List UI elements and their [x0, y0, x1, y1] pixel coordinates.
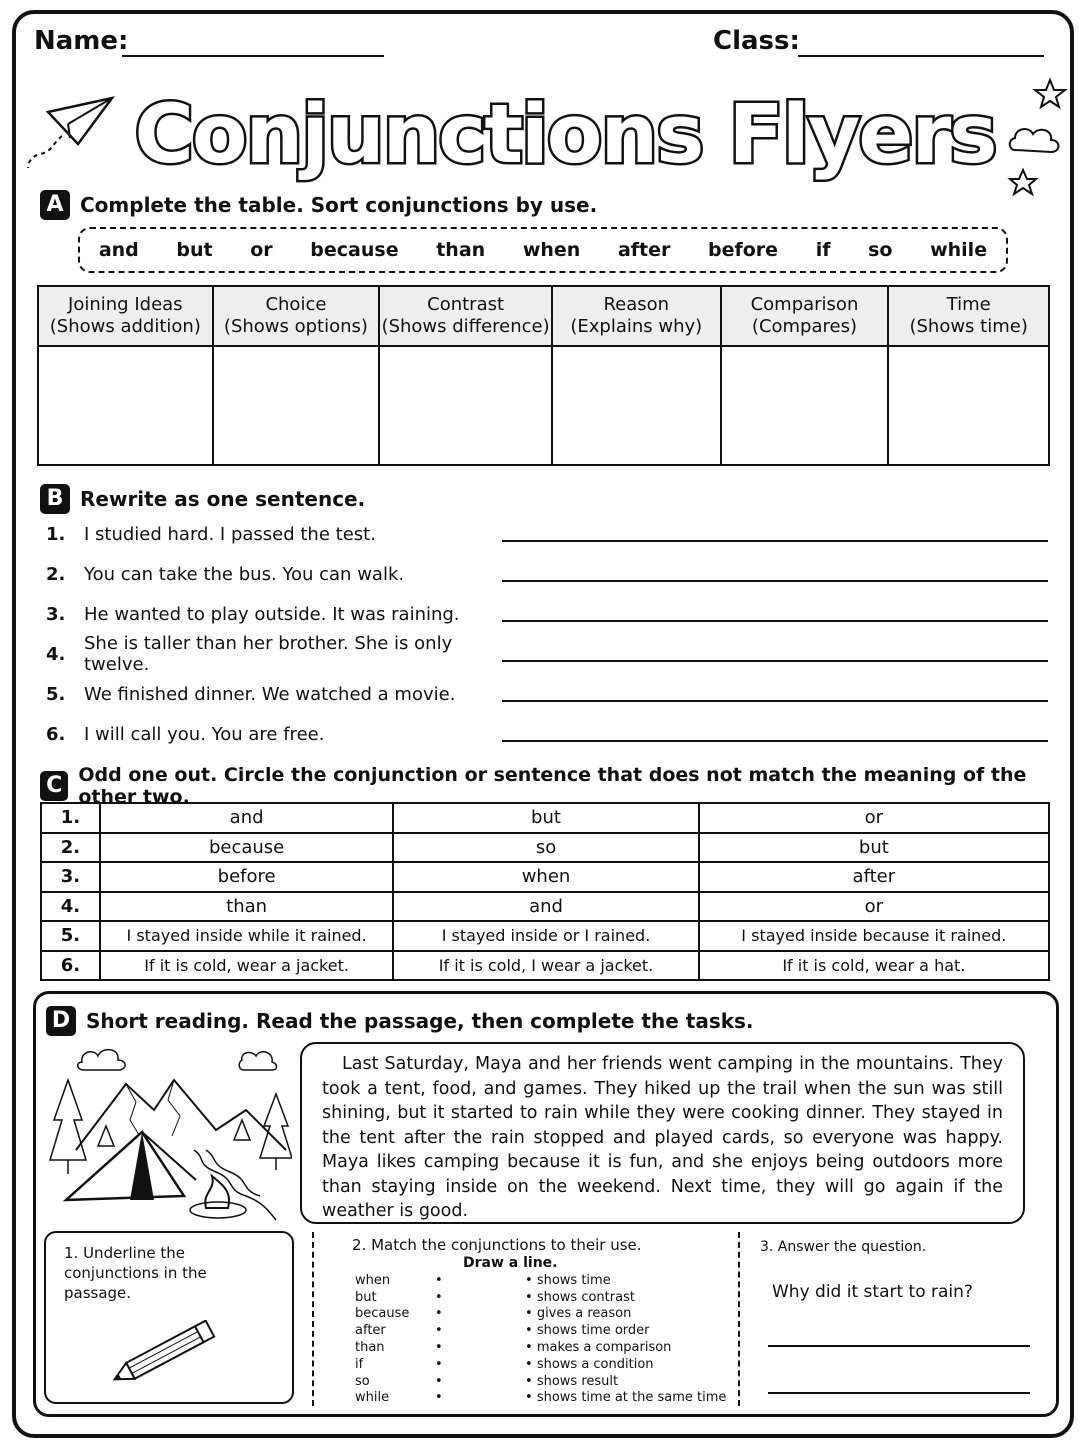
task3-answer-line-1[interactable]: [768, 1345, 1030, 1347]
rewrite-list: [46, 514, 1048, 754]
row-number: 2.: [41, 833, 100, 863]
table-row: [41, 803, 1049, 833]
word-bank: [78, 227, 1008, 273]
match-dot-right[interactable]: •: [525, 1289, 537, 1305]
match-dot-right[interactable]: •: [525, 1323, 537, 1339]
match-row: [355, 1390, 730, 1407]
column-title: Joining Ideas: [68, 294, 183, 315]
match-dot-left[interactable]: •: [435, 1340, 443, 1356]
match-use-text: shows time at the same time: [536, 1390, 727, 1406]
rewrite-item: [46, 554, 1048, 594]
word-bank-item: so: [868, 239, 893, 261]
match-dot-right[interactable]: •: [525, 1390, 537, 1406]
option-cell[interactable]: If it is cold, I wear a jacket.: [393, 951, 698, 981]
match-use-text: shows a condition: [536, 1356, 654, 1372]
class-label: Class:: [713, 26, 800, 56]
sort-column-header: [379, 286, 552, 346]
task-divider-1: [312, 1232, 314, 1406]
title-text: Conjunctions Flyers: [134, 88, 996, 182]
answer-line[interactable]: [502, 660, 1048, 662]
option-cell[interactable]: If it is cold, wear a jacket.: [100, 951, 393, 981]
section-b-title: [40, 484, 365, 514]
sort-answer-cell[interactable]: [213, 346, 380, 465]
match-dot-right[interactable]: •: [525, 1306, 537, 1322]
option-cell[interactable]: but: [699, 833, 1049, 863]
match-dot-left[interactable]: •: [435, 1306, 443, 1322]
name-label: Name:: [34, 26, 129, 56]
option-cell[interactable]: because: [100, 833, 393, 863]
sort-answer-cell[interactable]: [888, 346, 1049, 465]
word-bank-item: and: [98, 239, 139, 261]
column-subtitle: (Shows options): [223, 316, 368, 337]
match-word: than: [355, 1340, 385, 1356]
match-use: [525, 1374, 730, 1389]
match-use: [525, 1357, 730, 1372]
row-number: 5.: [41, 921, 100, 951]
match-word: because: [355, 1306, 410, 1322]
answer-line[interactable]: [502, 620, 1048, 622]
section-d-badge: D: [46, 1006, 76, 1036]
option-cell[interactable]: I stayed inside because it rained.: [699, 921, 1049, 951]
stars-cloud-icon: [1005, 72, 1075, 202]
sort-column-header: [552, 286, 721, 346]
task2-title: 2. Match the conjunctions to their use.: [352, 1236, 642, 1254]
section-d-instruction: Short reading. Read the passage, then complete the tasks.: [86, 1009, 754, 1033]
match-use: [525, 1323, 730, 1338]
column-title: Contrast: [427, 294, 505, 315]
option-cell[interactable]: after: [699, 862, 1049, 892]
task2-subtitle: Draw a line.: [463, 1255, 558, 1271]
option-cell[interactable]: and: [393, 892, 698, 922]
item-number: 3.: [46, 603, 66, 625]
rewrite-item: [46, 714, 1048, 754]
answer-line[interactable]: [502, 700, 1048, 702]
worksheet-title: [122, 70, 1008, 190]
sort-answer-cell[interactable]: [38, 346, 213, 465]
match-use: [525, 1290, 730, 1305]
match-row: [355, 1272, 730, 1289]
row-number: 4.: [41, 892, 100, 922]
sort-answer-cell[interactable]: [552, 346, 721, 465]
option-cell[interactable]: I stayed inside while it rained.: [100, 921, 393, 951]
section-d-title: [46, 1006, 754, 1036]
match-row: [355, 1356, 730, 1373]
word-bank-item: when: [522, 239, 581, 261]
sort-answer-cell[interactable]: [379, 346, 552, 465]
item-number: 1.: [46, 523, 66, 545]
table-row: [41, 951, 1049, 981]
match-dot-left[interactable]: •: [435, 1356, 443, 1372]
item-text: You can take the bus. You can walk.: [84, 563, 405, 585]
rewrite-item: [46, 634, 1048, 674]
option-cell[interactable]: or: [699, 803, 1049, 833]
column-title: Time: [946, 294, 991, 315]
section-c-instruction: Odd one out. Circle the conjunction or sentence that does not match the meaning of the other two.: [78, 764, 1027, 808]
match-dot-right[interactable]: •: [525, 1340, 537, 1356]
match-use-text: makes a comparison: [536, 1340, 672, 1356]
sort-column-header: [888, 286, 1049, 346]
sort-answer-cell[interactable]: [721, 346, 889, 465]
row-number: 6.: [41, 951, 100, 981]
table-row: [41, 921, 1049, 951]
match-row: [355, 1289, 730, 1306]
match-dot-left[interactable]: •: [435, 1289, 443, 1305]
table-row: [41, 862, 1049, 892]
match-use-text: shows contrast: [536, 1289, 635, 1305]
item-text: He wanted to play outside. It was raining.: [84, 603, 460, 625]
row-number: 1.: [41, 803, 100, 833]
match-use-text: shows result: [536, 1373, 619, 1389]
match-word: so: [355, 1373, 370, 1389]
option-cell[interactable]: but: [393, 803, 698, 833]
option-cell[interactable]: so: [393, 833, 698, 863]
match-word: if: [355, 1356, 364, 1372]
item-text: We finished dinner. We watched a movie.: [84, 683, 456, 705]
rewrite-item: [46, 674, 1048, 714]
pencil-icon: [104, 1320, 224, 1386]
column-subtitle: (Shows addition): [49, 316, 201, 337]
odd-one-out-table: [40, 802, 1050, 981]
word-bank-item: because: [310, 239, 399, 261]
match-word: but: [355, 1289, 377, 1305]
match-use-text: shows time: [536, 1272, 611, 1288]
match-use-text: shows time order: [536, 1323, 650, 1339]
answer-line[interactable]: [502, 580, 1048, 582]
table-row: [41, 892, 1049, 922]
match-use: [525, 1273, 730, 1288]
task-divider-2: [738, 1232, 740, 1406]
word-bank-item: before: [708, 239, 779, 261]
match-dot-right[interactable]: •: [525, 1272, 537, 1288]
column-subtitle: (Shows difference): [381, 316, 550, 337]
name-field[interactable]: [122, 55, 384, 57]
option-cell[interactable]: before: [100, 862, 393, 892]
section-b-badge: B: [40, 484, 70, 514]
sort-table: [37, 285, 1050, 466]
answer-line[interactable]: [502, 540, 1048, 542]
match-dot-left[interactable]: •: [435, 1390, 443, 1406]
column-subtitle: (Explains why): [570, 316, 703, 337]
task3-question: Why did it start to rain?: [772, 1282, 973, 1302]
rewrite-item: [46, 514, 1048, 554]
match-word: while: [355, 1390, 390, 1406]
match-use: [525, 1340, 730, 1355]
word-bank-item: or: [250, 239, 273, 261]
match-use-text: gives a reason: [536, 1306, 632, 1322]
column-title: Choice: [265, 294, 327, 315]
match-row: [355, 1339, 730, 1356]
column-subtitle: (Shows time): [909, 316, 1028, 337]
item-number: 4.: [46, 643, 66, 665]
match-use: [525, 1390, 730, 1405]
section-c-badge: C: [40, 771, 68, 801]
reading-passage: Last Saturday, Maya and her friends went camping in the mountains. They took a tent, food, and games. They hiked up the trail when the sun was still shining, but it started to rain while they were cooking dinner. They stayed in the tent after the rain stopped and played cards, so everyone was happy. Maya likes camping because it is fun, and she enjoys being outdoors more than staying inside on the weekend. Next time, they will go again if the weather is good.: [322, 1054, 1003, 1221]
section-b-instruction: Rewrite as one sentence.: [80, 487, 366, 511]
item-text: She is taller than her brother. She is only twelve.: [84, 633, 453, 675]
match-word: after: [355, 1323, 386, 1339]
sort-column-header: [38, 286, 213, 346]
answer-line[interactable]: [502, 740, 1048, 742]
section-a-instruction: Complete the table. Sort conjunctions by use.: [80, 193, 598, 217]
item-text: I will call you. You are free.: [84, 723, 325, 745]
option-cell[interactable]: when: [393, 862, 698, 892]
sort-column-header: [721, 286, 889, 346]
section-a-badge: A: [40, 190, 70, 220]
option-cell[interactable]: I stayed inside or I rained.: [393, 921, 698, 951]
match-row: [355, 1306, 730, 1323]
row-number: 3.: [41, 862, 100, 892]
paper-plane-icon: [22, 92, 122, 172]
column-title: Comparison: [750, 294, 859, 315]
section-a-title: [40, 190, 597, 220]
word-bank-item: if: [815, 239, 831, 261]
item-text: I studied hard. I passed the test.: [84, 523, 376, 545]
class-field[interactable]: [798, 55, 1044, 57]
option-cell[interactable]: and: [100, 803, 393, 833]
match-row: [355, 1373, 730, 1390]
item-number: 2.: [46, 563, 66, 585]
column-subtitle: (Compares): [751, 316, 857, 337]
task1-text: 1. Underline the conjunctions in the passage.: [64, 1244, 207, 1302]
column-title: Reason: [603, 294, 670, 315]
table-row: [41, 833, 1049, 863]
option-cell[interactable]: or: [699, 892, 1049, 922]
match-dot-right[interactable]: •: [525, 1373, 537, 1389]
rewrite-item: [46, 594, 1048, 634]
item-number: 6.: [46, 723, 66, 745]
match-row: [355, 1322, 730, 1339]
item-number: 5.: [46, 683, 66, 705]
match-use: [525, 1306, 730, 1321]
match-word: when: [355, 1272, 391, 1288]
match-dot-left[interactable]: •: [435, 1323, 443, 1339]
word-bank-item: than: [436, 239, 486, 261]
sort-column-header: [213, 286, 380, 346]
match-list: [355, 1272, 730, 1406]
task3-title: 3. Answer the question.: [760, 1239, 927, 1255]
match-dot-left[interactable]: •: [435, 1272, 443, 1288]
word-bank-item: after: [617, 239, 671, 261]
option-cell[interactable]: than: [100, 892, 393, 922]
word-bank-item: but: [176, 239, 213, 261]
option-cell[interactable]: If it is cold, wear a hat.: [699, 951, 1049, 981]
camping-illustration: [46, 1040, 292, 1224]
reading-passage-box: [300, 1042, 1025, 1224]
task3-answer-line-2[interactable]: [768, 1392, 1030, 1394]
word-bank-item: while: [930, 239, 988, 261]
match-dot-right[interactable]: •: [525, 1356, 537, 1372]
match-dot-left[interactable]: •: [435, 1373, 443, 1389]
